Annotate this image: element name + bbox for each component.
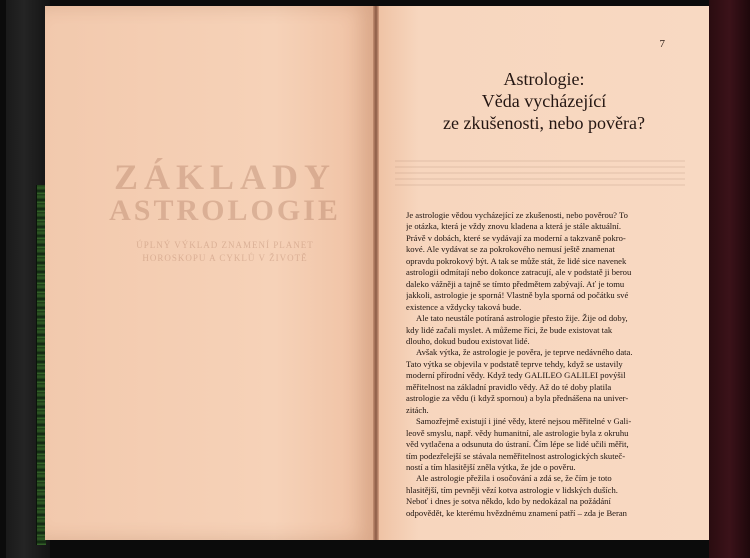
ghost-line-2: ASTROLOGIE	[109, 194, 341, 227]
book-cover-right-edge	[709, 0, 750, 558]
text-line: daleko vážněji a tajně se tímto předmětem zabývají. Ať je tomu	[406, 278, 625, 289]
text-line: astrologii odmítají nebo dokonce zatracují, ale v podstatě ji berou	[406, 267, 632, 278]
text-line: Ale astrologie přežila i osočování a zdá se, že čím je toto	[416, 473, 612, 484]
chapter-title	[379, 68, 709, 134]
text-line: odpovědět, ke kterému hvězdnému znamení patří – zda je Beran	[406, 507, 627, 518]
chapter-title-line-1: Astrologie:	[503, 69, 585, 89]
ghost-line-4: HOROSKOPU A CYKLŮ V ŽIVOTĚ	[142, 253, 308, 263]
text-line: hlasitější, tím pevněji vězí kotva astrologie v lidských duších.	[406, 484, 618, 495]
text-line: ností a tím hlasitější zněla výtka, že jde o pověru.	[406, 461, 576, 472]
ghost-line-3: ÚPLNÝ VÝKLAD ZNAMENÍ PLANET	[136, 240, 314, 250]
text-line: tím podezřelejší se stávala neměřitelnost astrologických skuteč-	[406, 450, 626, 461]
text-line: měřitelnost na základní pravidlo vědy. Až do té doby platila	[406, 381, 612, 392]
text-line: kové. Ale vydávat se za pokrokového nemusí ještě znamenat	[406, 244, 615, 255]
text-line: věd vytlačena a odsunuta do ústraní. Čím lépe se lidé učili měřit,	[406, 439, 629, 450]
text-line: Samozřejmě existují i jiné vědy, které nejsou měřitelné v Gali-	[416, 416, 632, 427]
text-line: astrologie za vědu (i když spornou) a byla přednášena na univer-	[406, 393, 629, 404]
text-line: Ale tato neustále potíraná astrologie přesto žije. Žije od doby,	[416, 313, 628, 324]
text-line: Právě v dobách, které se vydávají za moderní a takzvaně pokro-	[406, 232, 626, 243]
ghost-line-1: ZÁKLADY	[113, 157, 337, 197]
chapter-title-line-2: Věda vycházející	[481, 91, 607, 111]
body-text	[406, 210, 688, 519]
text-line: dlouho, dokud budou existovat lidé.	[406, 335, 530, 346]
text-line: jakkoli, astrologie je sporná! Vlastně byla sporná od počátku své	[406, 290, 629, 301]
text-line: je otázka, která je vždy znovu kladena a která je stále aktuální.	[406, 221, 621, 232]
text-line: Je astrologie vědou vycházející ze zkušenosti, nebo pověrou? To	[406, 210, 628, 220]
text-line: kdy lidé začali myslet. A můžeme říci, že bude existovat tak	[406, 324, 613, 335]
show-through-shading	[395, 160, 685, 190]
text-line: opravdu pokrokový být. A tak se může stát, že lidé sice navenek	[406, 255, 627, 266]
chapter-title-line-3: ze zkušenosti, nebo pověra?	[443, 113, 645, 133]
show-through-text	[105, 156, 345, 263]
text-line: Neboť i dnes je sotva někdo, kdo by nedokázal na požádání	[406, 496, 611, 507]
page-number: 7	[659, 38, 665, 50]
text-line: Tato výtka se objevila v podstatě teprve tehdy, když se ustavily	[406, 358, 623, 369]
text-line: Avšak výtka, že astrologie je pověra, je teprve nedávného data.	[416, 347, 633, 358]
text-line: leově smyslu, např. vědy humanitní, ale astrologie byla z okruhu	[406, 427, 629, 438]
left-page	[45, 6, 373, 540]
text-line: moderní přírodní vědy. Když tedy GALILEO GALILEI povýšil	[406, 370, 626, 381]
text-line: zitách.	[406, 404, 429, 415]
text-line: existence a vždycky taková bude.	[406, 301, 522, 312]
